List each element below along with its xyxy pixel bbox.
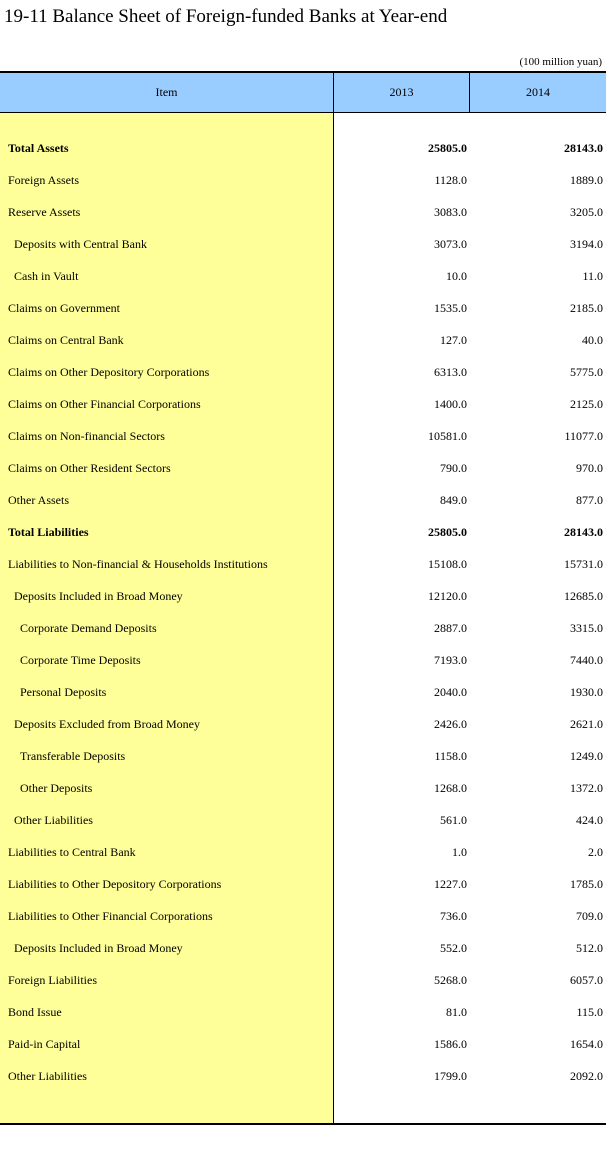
column-divider-years — [469, 73, 470, 112]
value-2014: 1654.0 — [570, 1037, 603, 1051]
row-label: Deposits Included in Broad Money — [14, 941, 183, 955]
value-2014: 28143.0 — [564, 141, 603, 155]
table-row — [0, 261, 606, 293]
table-row — [0, 741, 606, 773]
table-row — [0, 645, 606, 677]
table-row — [0, 549, 606, 581]
table-row — [0, 997, 606, 1029]
value-2013: 15108.0 — [428, 557, 467, 571]
value-2014: 1372.0 — [570, 781, 603, 795]
value-2014: 12685.0 — [564, 589, 603, 603]
table-row — [0, 165, 606, 197]
row-label: Liabilities to Other Financial Corporations — [8, 909, 213, 923]
value-2013: 1268.0 — [434, 781, 467, 795]
value-2013: 2040.0 — [434, 685, 467, 699]
value-2013: 25805.0 — [428, 525, 467, 539]
table-row — [0, 965, 606, 997]
row-label: Corporate Demand Deposits — [20, 621, 157, 635]
value-2014: 15731.0 — [564, 557, 603, 571]
value-2013: 127.0 — [440, 333, 467, 347]
table-row — [0, 1061, 606, 1093]
value-2013: 1227.0 — [434, 877, 467, 891]
table-row — [0, 837, 606, 869]
table-row — [0, 869, 606, 901]
row-label: Claims on Other Resident Sectors — [8, 461, 171, 475]
row-label: Other Liabilities — [14, 813, 93, 827]
table-row — [0, 133, 606, 165]
row-label: Bond Issue — [8, 1005, 62, 1019]
value-2013: 552.0 — [440, 941, 467, 955]
value-2013: 10581.0 — [428, 429, 467, 443]
row-label: Claims on Non-financial Sectors — [8, 429, 165, 443]
table-row — [0, 677, 606, 709]
page-title: 19-11 Balance Sheet of Foreign-funded Banks at Year-end — [4, 6, 448, 27]
value-2014: 2.0 — [588, 845, 603, 859]
row-label: Claims on Other Depository Corporations — [8, 365, 210, 379]
header-rule — [0, 112, 606, 113]
value-2014: 2125.0 — [570, 397, 603, 411]
value-2013: 12120.0 — [428, 589, 467, 603]
value-2013: 1158.0 — [434, 749, 467, 763]
value-2014: 1249.0 — [570, 749, 603, 763]
row-label: Liabilities to Non-financial & Households Institutions — [8, 557, 268, 571]
value-2013: 1400.0 — [434, 397, 467, 411]
header-item: Item — [0, 73, 333, 112]
row-label: Foreign Liabilities — [8, 973, 97, 987]
value-2014: 2621.0 — [570, 717, 603, 731]
value-2013: 5268.0 — [434, 973, 467, 987]
table-row — [0, 773, 606, 805]
table-row — [0, 421, 606, 453]
row-label: Claims on Other Financial Corporations — [8, 397, 201, 411]
value-2013: 2887.0 — [434, 621, 467, 635]
value-2014: 5775.0 — [570, 365, 603, 379]
value-2014: 1785.0 — [570, 877, 603, 891]
row-label: Deposits with Central Bank — [14, 237, 147, 251]
row-label: Deposits Included in Broad Money — [14, 589, 183, 603]
value-2013: 7193.0 — [434, 653, 467, 667]
value-2013: 736.0 — [440, 909, 467, 923]
row-label: Claims on Central Bank — [8, 333, 124, 347]
header-2014: 2014 — [470, 73, 606, 112]
value-2014: 40.0 — [582, 333, 603, 347]
value-2014: 3205.0 — [570, 205, 603, 219]
value-2014: 709.0 — [576, 909, 603, 923]
value-2013: 3073.0 — [434, 237, 467, 251]
table-row — [0, 389, 606, 421]
value-2014: 2185.0 — [570, 301, 603, 315]
row-label: Total Assets — [8, 141, 69, 155]
value-2013: 1586.0 — [434, 1037, 467, 1051]
value-2014: 877.0 — [576, 493, 603, 507]
row-label: Foreign Assets — [8, 173, 80, 187]
table-row — [0, 933, 606, 965]
row-label: Claims on Government — [8, 301, 120, 315]
value-2014: 6057.0 — [570, 973, 603, 987]
table-row — [0, 581, 606, 613]
value-2013: 1.0 — [452, 845, 467, 859]
value-2014: 28143.0 — [564, 525, 603, 539]
value-2013: 3083.0 — [434, 205, 467, 219]
table-row — [0, 709, 606, 741]
value-2014: 424.0 — [576, 813, 603, 827]
value-2014: 7440.0 — [570, 653, 603, 667]
table-row — [0, 613, 606, 645]
value-2014: 11077.0 — [564, 429, 603, 443]
value-2014: 2092.0 — [570, 1069, 603, 1083]
value-2013: 81.0 — [446, 1005, 467, 1019]
table-row — [0, 901, 606, 933]
table-row — [0, 325, 606, 357]
unit-note: (100 million yuan) — [519, 56, 602, 68]
row-label: Other Deposits — [20, 781, 93, 795]
value-2013: 1535.0 — [434, 301, 467, 315]
row-label: Other Assets — [8, 493, 69, 507]
value-2013: 1799.0 — [434, 1069, 467, 1083]
table-row — [0, 293, 606, 325]
value-2014: 11.0 — [582, 269, 603, 283]
table-row — [0, 485, 606, 517]
row-label: Paid-in Capital — [8, 1037, 81, 1051]
table-row — [0, 517, 606, 549]
value-2013: 1128.0 — [434, 173, 467, 187]
row-label: Reserve Assets — [8, 205, 81, 219]
header-2013: 2013 — [334, 73, 469, 112]
row-label: Liabilities to Central Bank — [8, 845, 136, 859]
value-2013: 849.0 — [440, 493, 467, 507]
table-body — [0, 133, 606, 1093]
value-2013: 790.0 — [440, 461, 467, 475]
table-row — [0, 197, 606, 229]
value-2014: 115.0 — [576, 1005, 603, 1019]
value-2014: 970.0 — [576, 461, 603, 475]
table-row — [0, 805, 606, 837]
table-row — [0, 229, 606, 261]
value-2013: 10.0 — [446, 269, 467, 283]
value-2014: 3194.0 — [570, 237, 603, 251]
table-row — [0, 357, 606, 389]
row-label: Deposits Excluded from Broad Money — [14, 717, 200, 731]
row-label: Transferable Deposits — [20, 749, 126, 763]
table-row — [0, 1029, 606, 1061]
value-2014: 3315.0 — [570, 621, 603, 635]
row-label: Corporate Time Deposits — [20, 653, 141, 667]
row-label: Personal Deposits — [20, 685, 107, 699]
table-bottom-rule — [0, 1123, 606, 1125]
value-2013: 25805.0 — [428, 141, 467, 155]
value-2014: 512.0 — [576, 941, 603, 955]
value-2013: 6313.0 — [434, 365, 467, 379]
value-2013: 2426.0 — [434, 717, 467, 731]
value-2014: 1889.0 — [570, 173, 603, 187]
value-2014: 1930.0 — [570, 685, 603, 699]
table-row — [0, 453, 606, 485]
row-label: Total Liabilities — [8, 525, 89, 539]
row-label: Other Liabilities — [8, 1069, 87, 1083]
row-label: Liabilities to Other Depository Corporations — [8, 877, 222, 891]
row-label: Cash in Vault — [14, 269, 79, 283]
value-2013: 561.0 — [440, 813, 467, 827]
